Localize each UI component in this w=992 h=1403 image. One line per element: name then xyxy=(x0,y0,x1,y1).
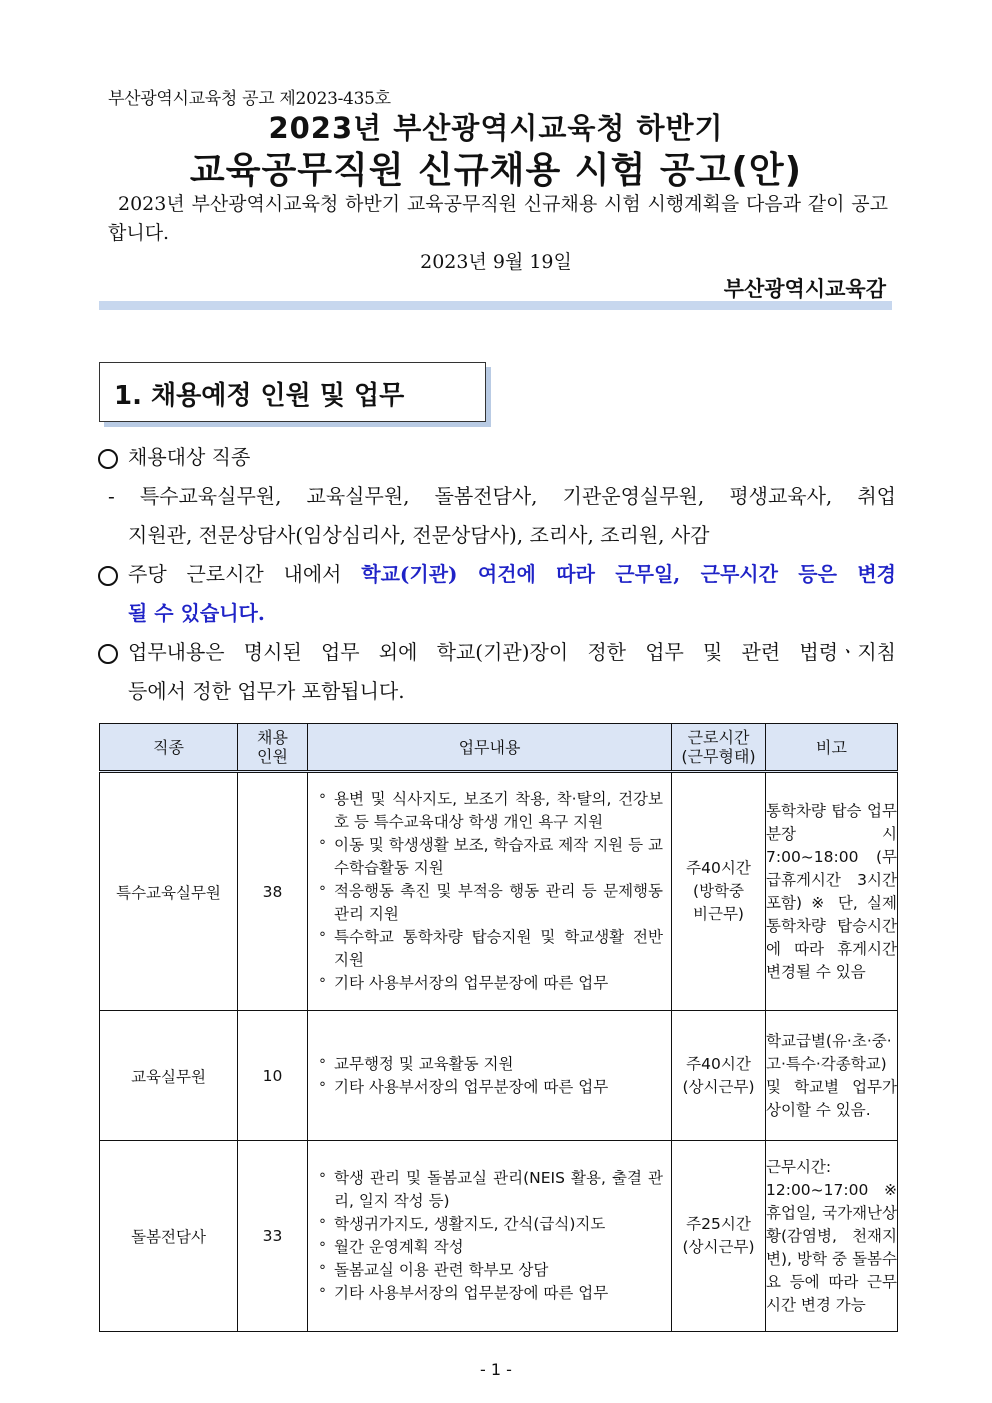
task-item: ° 교무행정 및 교육활동 지원 xyxy=(317,1053,663,1076)
hours-line-1: 주40시간 xyxy=(686,1054,751,1073)
task-item: ° 용변 및 식사지도, 보조기 착용, 착·탈의, 건강보호 등 특수교육대상 학생 개인 욕구 지원 xyxy=(317,788,663,834)
row-note: 통학차량 탑승 업무 분장 시 7:00~18:00 (무급휴게시간 3시간 포함) ※ 단, 실제 통학차량 탑승시간에 따라 휴게시간 변경될 수 있음 xyxy=(766,772,898,1011)
header-count-line-2: 인원 xyxy=(257,747,288,766)
task-item: ° 학생 관리 및 돌봄교실 관리(NEIS 활용, 출결 관리, 일지 작성 등) xyxy=(317,1167,663,1213)
header-hours xyxy=(672,724,766,772)
bullet-work-hours xyxy=(128,555,896,593)
circle-bullet-icon xyxy=(98,566,118,586)
table-row xyxy=(100,1141,898,1332)
intro-paragraph: 2023년 부산광역시교육청 하반기 교육공무직원 신규채용 시험 시행계획을 다음과 같이 공고합니다. xyxy=(108,193,888,244)
hours-line-2: (방학중 xyxy=(693,882,744,900)
hours-line-2: (상시근무) xyxy=(682,1077,755,1096)
row-tasks xyxy=(308,1141,672,1332)
circle-bullet-icon xyxy=(98,449,118,469)
highlight-text-1: 학교(기관) 여건에 따라 근무일, 근무시간 등은 변경 xyxy=(361,562,896,586)
row-count: 10 xyxy=(238,1011,308,1141)
row-tasks xyxy=(308,772,672,1011)
bullet-hiring-types: 채용대상 직종 xyxy=(128,445,251,469)
page-number: - 1 - xyxy=(480,1360,512,1379)
task-item: ° 기타 사용부서장의 업무분장에 따른 업무 xyxy=(317,1282,663,1305)
title-line-1: 2023년 부산광역시교육청 하반기 xyxy=(268,111,724,145)
row-note: 근무시간: 12:00~17:00 ※ 휴업일, 국가재난상황(감염병, 천재지변), 방학 중 돌봄수요 등에 따라 근무시간 변경 가능 xyxy=(766,1141,898,1332)
header-tasks: 업무내용 xyxy=(308,724,672,772)
hours-line-3: 비근무) xyxy=(693,905,744,923)
hours-line-1: 주25시간 xyxy=(686,1215,751,1233)
row-hours xyxy=(672,1011,766,1141)
header-job: 직종 xyxy=(100,724,238,772)
row-count: 38 xyxy=(238,772,308,1011)
task-item: ° 이동 및 학생생활 보조, 학습자료 제작 지원 등 교수학습활동 지원 xyxy=(317,834,663,880)
section-title: 1. 채용예정 인원 및 업무 xyxy=(114,381,405,411)
task-item: ° 특수학교 통학차량 탑승지원 및 학교생활 전반 지원 xyxy=(317,926,663,972)
header-hours-line-2: (근무형태) xyxy=(681,747,756,766)
highlight-text-2: 될 수 있습니다. xyxy=(128,601,265,625)
section-heading-box xyxy=(99,362,486,422)
bullet-work-hours-text: 주당 근로시간 내에서 xyxy=(128,562,362,586)
row-job: 특수교육실무원 xyxy=(100,772,238,1011)
job-list-line-2: 지원관, 전문상담사(임상심리사, 전문상담사), 조리사, 조리원, 사감 xyxy=(128,523,710,547)
hours-line-2: (상시근무) xyxy=(682,1238,755,1256)
row-job: 돌봄전담사 xyxy=(100,1141,238,1332)
header-note: 비고 xyxy=(766,724,898,772)
recruitment-table xyxy=(99,723,898,1332)
header-divider xyxy=(99,301,892,310)
header-hours-line-1: 근로시간 xyxy=(687,728,750,747)
task-item: ° 기타 사용부서장의 업무분장에 따른 업무 xyxy=(317,1076,663,1099)
table-row xyxy=(100,772,898,1011)
row-hours xyxy=(672,772,766,1011)
task-item: ° 돌봄교실 이용 관련 학부모 상담 xyxy=(317,1259,663,1282)
row-tasks xyxy=(308,1011,672,1141)
header-count-line-1: 채용 xyxy=(257,728,288,747)
hours-line-1: 주40시간 xyxy=(686,859,751,877)
task-item: ° 학생귀가지도, 생활지도, 간식(급식)지도 xyxy=(317,1213,663,1236)
row-count: 33 xyxy=(238,1141,308,1332)
title-line-2: 교육공무직원 신규채용 시험 공고(안) xyxy=(189,150,803,191)
notice-number: 부산광역시교육청 공고 제2023-435호 xyxy=(108,89,391,109)
issuer: 부산광역시교육감 xyxy=(723,277,886,301)
bullet-duties-line-1: 업무내용은 명시된 업무 외에 학교(기관)장이 정한 업무 및 관련 법령ㆍ지침 xyxy=(128,640,896,664)
bullet-duties-line-2: 등에서 정한 업무가 포함됩니다. xyxy=(128,679,405,703)
table-header-row xyxy=(100,724,898,772)
task-item: ° 월간 운영계획 작성 xyxy=(317,1236,663,1259)
notice-date: 2023년 9월 19일 xyxy=(420,251,572,273)
job-list-line-1: - 특수교육실무원, 교육실무원, 돌봄전담사, 기관운영실무원, 평생교육사, 취업 xyxy=(108,484,896,508)
circle-bullet-icon xyxy=(98,644,118,664)
table-row xyxy=(100,1011,898,1141)
task-item: ° 기타 사용부서장의 업무분장에 따른 업무 xyxy=(317,972,663,995)
row-note: 학교급별(유·초·중·고·특수·각종학교) 및 학교별 업무가 상이할 수 있음. xyxy=(766,1011,898,1141)
header-count xyxy=(238,724,308,772)
task-item: ° 적응행동 촉진 및 부적응 행동 관리 등 문제행동 관리 지원 xyxy=(317,880,663,926)
row-job: 교육실무원 xyxy=(100,1011,238,1141)
row-hours xyxy=(672,1141,766,1332)
